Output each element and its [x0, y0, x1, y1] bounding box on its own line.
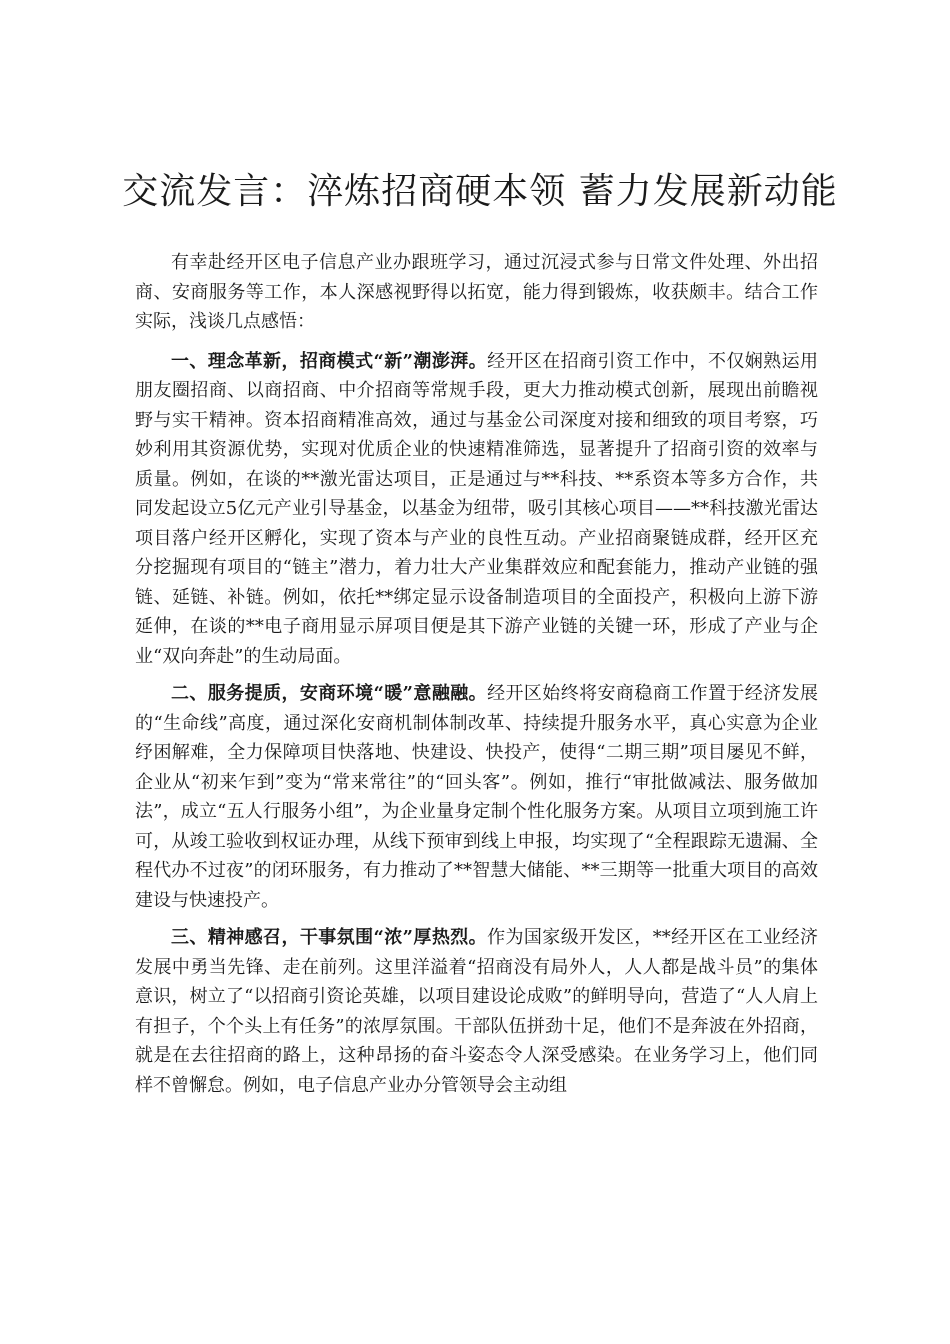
section-heading-1: 一、理念革新，招商模式“新”潮澎湃。 [171, 350, 488, 372]
intro-paragraph: 有幸赴经开区电子信息产业办跟班学习，通过沉浸式参与日常文件处理、外出招商、安商服务等工作，本人深感视野得以拓宽，能力得到锻炼，收获颇丰。结合工作实际，浅谈几点感悟： [135, 252, 818, 332]
section-text-3: 作为国家级开发区，**经开区在工业经济发展中勇当先锋、走在前列。这里洋溢着“招商没有局外人，人人都是战斗员”的集体意识，树立了“以招商引资论英雄，以项目建设论成败”的鲜明导向，营造了“人人肩上有担子，个个头上有任务”的浓厚氛围。干部队伍拼劲十足，他们不是奔波在外招商，就是在去往招商的路上，这种昂扬的奋斗姿态令人深受感染。在业务学习上，他们同样不曾懈怠。例如，电子信息产业办分管领导会主动组 [135, 927, 818, 1096]
section-text-1: 经开区在招商引资工作中，不仅娴熟运用朋友圈招商、以商招商、中介招商等常规手段，更大力推动模式创新，展现出前瞻视野与实干精神。资本招商精准高效，通过与基金公司深度对接和细致的项目考察，巧妙利用其资源优势，实现对优质企业的快速精准筛选，显著提升了招商引资的效率与质量。例如，在谈的**激光雷达项目，正是通过与**科技、**系资本等多方合作，共同发起设立5亿元产业引导基金，以基金为纽带，吸引其核心项目——**科技激光雷达项目落户经开区孵化，实现了资本与产业的良性互动。产业招商聚链成群，经开区充分挖掘现有项目的“链主”潜力，着力壮大产业集群效应和配套能力，推动产业链的强链、延链、补链。例如，依托**绑定显示设备制造项目的全面投产，积极向上游下游延伸，在谈的**电子商用显示屏项目便是其下游产业链的关键一环，形成了产业与企业“双向奔赴”的生动局面。 [135, 350, 818, 667]
document-body [135, 248, 818, 1108]
section-heading-2: 二、服务提质，安商环境“暖”意融融。 [171, 683, 488, 704]
section-paragraph-2 [135, 679, 818, 915]
section-paragraph-3 [135, 923, 818, 1100]
section-paragraph-1 [135, 347, 818, 672]
section-heading-3: 三、精神感召，干事氛围“浓”厚热烈。 [171, 927, 488, 948]
section-text-2: 经开区始终将安商稳商工作置于经济发展的“生命线”高度，通过深化安商机制体制改革、持续提升服务水平，真心实意为企业纾困解难，全力保障项目快落地、快建设、快投产，使得“二期三期”项目屡见不鲜，企业从“初来乍到”变为“常来常往”的“回头客”。例如，推行“审批做减法、服务做加法”，成立“五人行服务小组”，为企业量身定制个性化服务方案。从项目立项到施工许可，从竣工验收到权证办理，从线下预审到线上申报，均实现了“全程跟踪无遗漏、全程代办不过夜”的闭环服务，有力推动了**智慧大储能、**三期等一批重大项目的高效建设与快速投产。 [135, 683, 818, 911]
page-title: 交流发言：淬炼招商硬本领 蓄力发展新动能 [122, 171, 838, 212]
